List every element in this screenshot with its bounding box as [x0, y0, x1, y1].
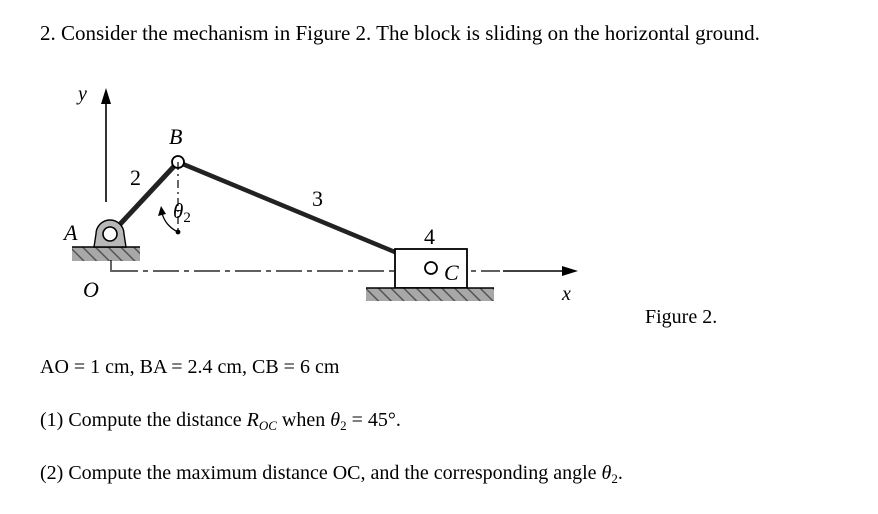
- part-2-theta: θ: [601, 462, 612, 484]
- label-link-3: 3: [312, 186, 323, 211]
- part-1-var: R: [246, 409, 259, 431]
- label-link-4: 4: [424, 224, 435, 249]
- x-axis-label: x: [562, 283, 571, 305]
- part-1-var-sub: OC: [258, 418, 277, 433]
- label-o: O: [83, 277, 99, 302]
- label-theta-symbol: θ: [173, 199, 184, 223]
- part-1: [40, 409, 401, 434]
- part-2-suffix: .: [617, 462, 623, 484]
- given-values: AO = 1 cm, BA = 2.4 cm, CB = 6 cm: [40, 356, 340, 378]
- joint-c: [425, 262, 437, 274]
- y-axis: [101, 88, 111, 202]
- label-theta-sub: 2: [183, 210, 191, 226]
- label-b: B: [169, 124, 183, 149]
- part-1-prefix: (1) Compute the distance: [40, 409, 247, 431]
- label-theta: [173, 199, 191, 226]
- label-link-2: 2: [130, 165, 141, 190]
- y-axis-label: y: [78, 83, 87, 105]
- part-1-suffix: = 45°.: [346, 409, 401, 431]
- figure-caption: Figure 2.: [645, 306, 718, 328]
- part-1-mid: when: [276, 409, 331, 431]
- part-1-theta: θ: [330, 409, 341, 431]
- question-text: 2. Consider the mechanism in Figure 2. The block is sliding on the horizontal ground.: [40, 21, 760, 45]
- label-c: C: [444, 260, 459, 285]
- part-2-prefix: (2) Compute the maximum distance OC, and the corresponding angle: [40, 462, 602, 484]
- part-2-theta-sub: 2: [611, 471, 618, 486]
- ground-hatch-right: [366, 288, 494, 301]
- x-axis: [503, 266, 578, 276]
- label-a: A: [64, 220, 78, 245]
- ground-hatch-left: [72, 247, 140, 261]
- link-3: [178, 162, 431, 267]
- part-2: [40, 462, 623, 487]
- part-1-theta-sub: 2: [340, 418, 347, 433]
